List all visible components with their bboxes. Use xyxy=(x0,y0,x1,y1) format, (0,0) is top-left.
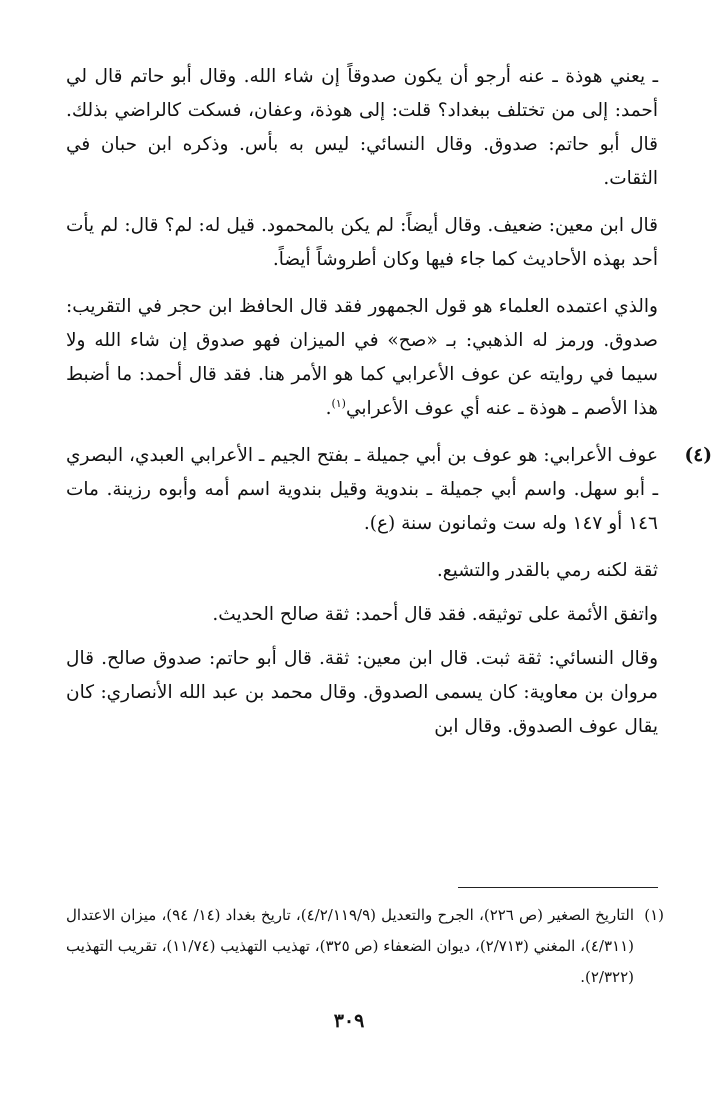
entry-number: (٤) xyxy=(684,445,712,466)
footnotes xyxy=(66,900,664,993)
page-number: ٣٠٩ xyxy=(333,1010,365,1032)
paragraph-imams-agreement: واتفق الأئمة على توثيقه. فقد قال أحمد: ثقة صالح الحديث. xyxy=(212,604,658,625)
paragraph-end-mark: . xyxy=(325,398,332,419)
entry-text: عوف الأعرابي: هو عوف بن أبي جميلة ـ بفتح الجيم ـ الأعرابي العبدي، البصري ـ أبو سهل. واسم أبي جميلة ـ بندوية وقيل بندوية اسم أمه وأبوه رزينة. مات ١٤٦ أو ١٤٧ وله ست وثمانون سنة (ع). xyxy=(66,445,658,534)
footnote-item xyxy=(66,900,664,993)
paragraph-nasai-statements: وقال النسائي: ثقة ثبت. قال ابن معين: ثقة. قال أبو حاتم: صدوق صالح. قال مروان بن معاوية: كان يسمى الصدوق. وقال محمد بن عبد الله الأنصاري: كان يقال عوف الصدوق. وقال ابن xyxy=(66,648,658,737)
footnote-divider xyxy=(458,887,658,888)
paragraph-hawdha-continuation: ـ يعني هوذة ـ عنه أرجو أن يكون صدوقاً إن شاء الله. وقال أبو حاتم قال لي أحمد: إلى من تختلف ببغداد؟ قلت: إلى هوذة، وعفان، فسكت كالراضي بذلك. قال أبو حاتم: صدوق. وقال النسائي: ليس به بأس. وذكره ابن حبان في الثقات. xyxy=(66,66,658,189)
paragraph-ibn-main: قال ابن معين: ضعيف. وقال أيضاً: لم يكن بالمحمود. قيل له: لم؟ قال: لم يأت أحد بهذه الأحاديث كما جاء فيها وكان أطروشاً أيضاً. xyxy=(66,215,658,270)
footnote-reference[interactable]: (١) xyxy=(331,396,346,410)
paragraph-thiqa: ثقة لكنه رمي بالقدر والتشيع. xyxy=(436,560,658,581)
entry-awf-al-arabi xyxy=(66,439,712,541)
footnote-number: (١) xyxy=(644,906,664,924)
paragraph-scholars-view xyxy=(66,290,658,426)
paragraph-scholars-view-text: والذي اعتمده العلماء هو قول الجمهور فقد قال الحافظ ابن حجر في التقريب: صدوق. ورمز له الذهبي: بـ «صح» في الميزان فهو صدوق إن شاء الله ولا سيما في روايته عن عوف الأعرابي كما هو الأمر هنا. فقد قال أحمد: ما أضبط هذا الأصم ـ هوذة ـ عنه أي عوف الأعرابي xyxy=(66,296,658,419)
footnote-text: التاريخ الصغير (ص ٢٢٦)، الجرح والتعديل (٤/٢/١١٩/٩)، تاريخ بغداد (١٤/ ٩٤)، ميزان الاعتدال (٤/٣١١)، المغني (٢/٧١٣)، ديوان الضعفاء (ص ٣٢٥)، تهذيب التهذيب (١١/٧٤)، تقريب التهذيب (٢/٣٢٢). xyxy=(66,906,635,986)
page-body xyxy=(66,60,712,757)
